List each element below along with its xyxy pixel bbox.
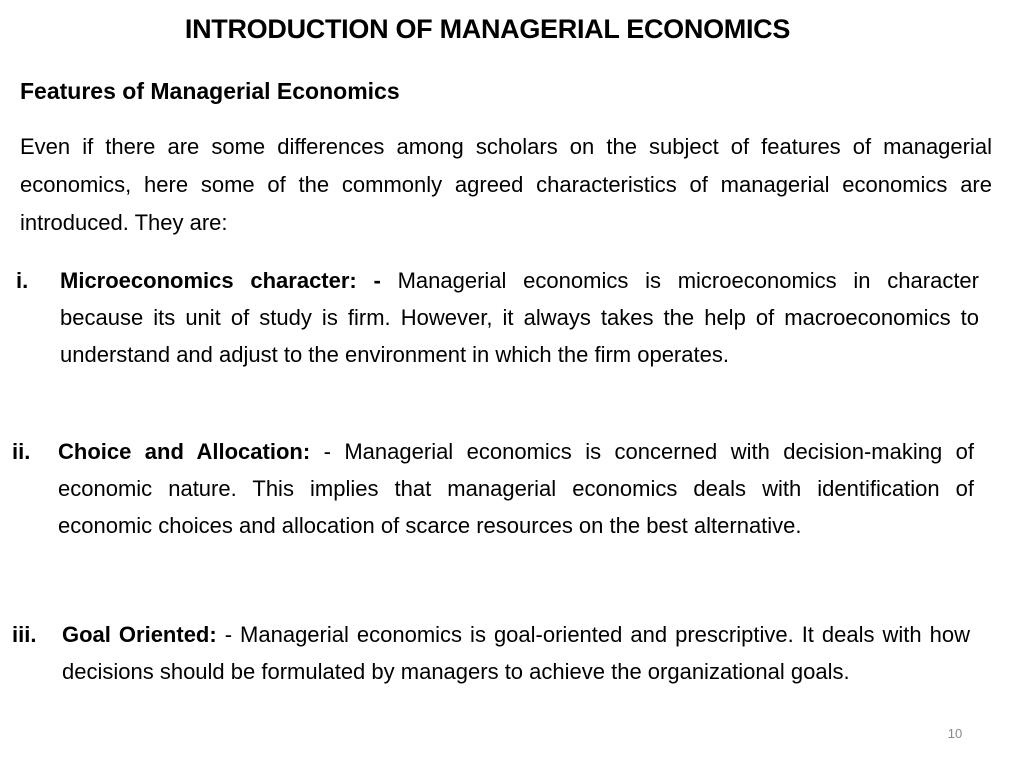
item-heading: Goal Oriented: [62, 622, 217, 647]
item-heading: Microeconomics character: - [60, 268, 381, 293]
slide-title: INTRODUCTION OF MANAGERIAL ECONOMICS [184, 14, 791, 44]
list-number: iii. [12, 622, 37, 647]
section-heading: Features of Managerial Economics [20, 78, 400, 104]
list-number: ii. [12, 439, 31, 464]
list-item-choice-allocation [12, 433, 975, 544]
page-number: 10 [947, 726, 963, 741]
item-heading: Choice and Allocation: [58, 439, 311, 464]
item-text: - Managerial economics is concerned with decision-making of economic nature. This implies that managerial economics deals with identification of economic choices and allocation of scarce resources on the best alternative. [58, 439, 975, 538]
list-number: i. [16, 268, 29, 293]
list-item-goal-oriented [12, 616, 971, 690]
intro-paragraph: Even if there are some differences among scholars on the subject of features of managerial economics, here some of the commonly agreed characteristics of managerial economics are introduced. They are: [20, 134, 992, 235]
item-text: - Managerial economics is goal-oriented and prescriptive. It deals with how decisions should be formulated by managers to achieve the organizational goals. [62, 622, 971, 684]
item-text: Managerial economics is microeconomics in character because its unit of study is firm. However, it always takes the help of macroeconomics to understand and adjust to the environment in which the firm operates. [60, 268, 979, 367]
list-item-microeconomics [16, 262, 979, 373]
